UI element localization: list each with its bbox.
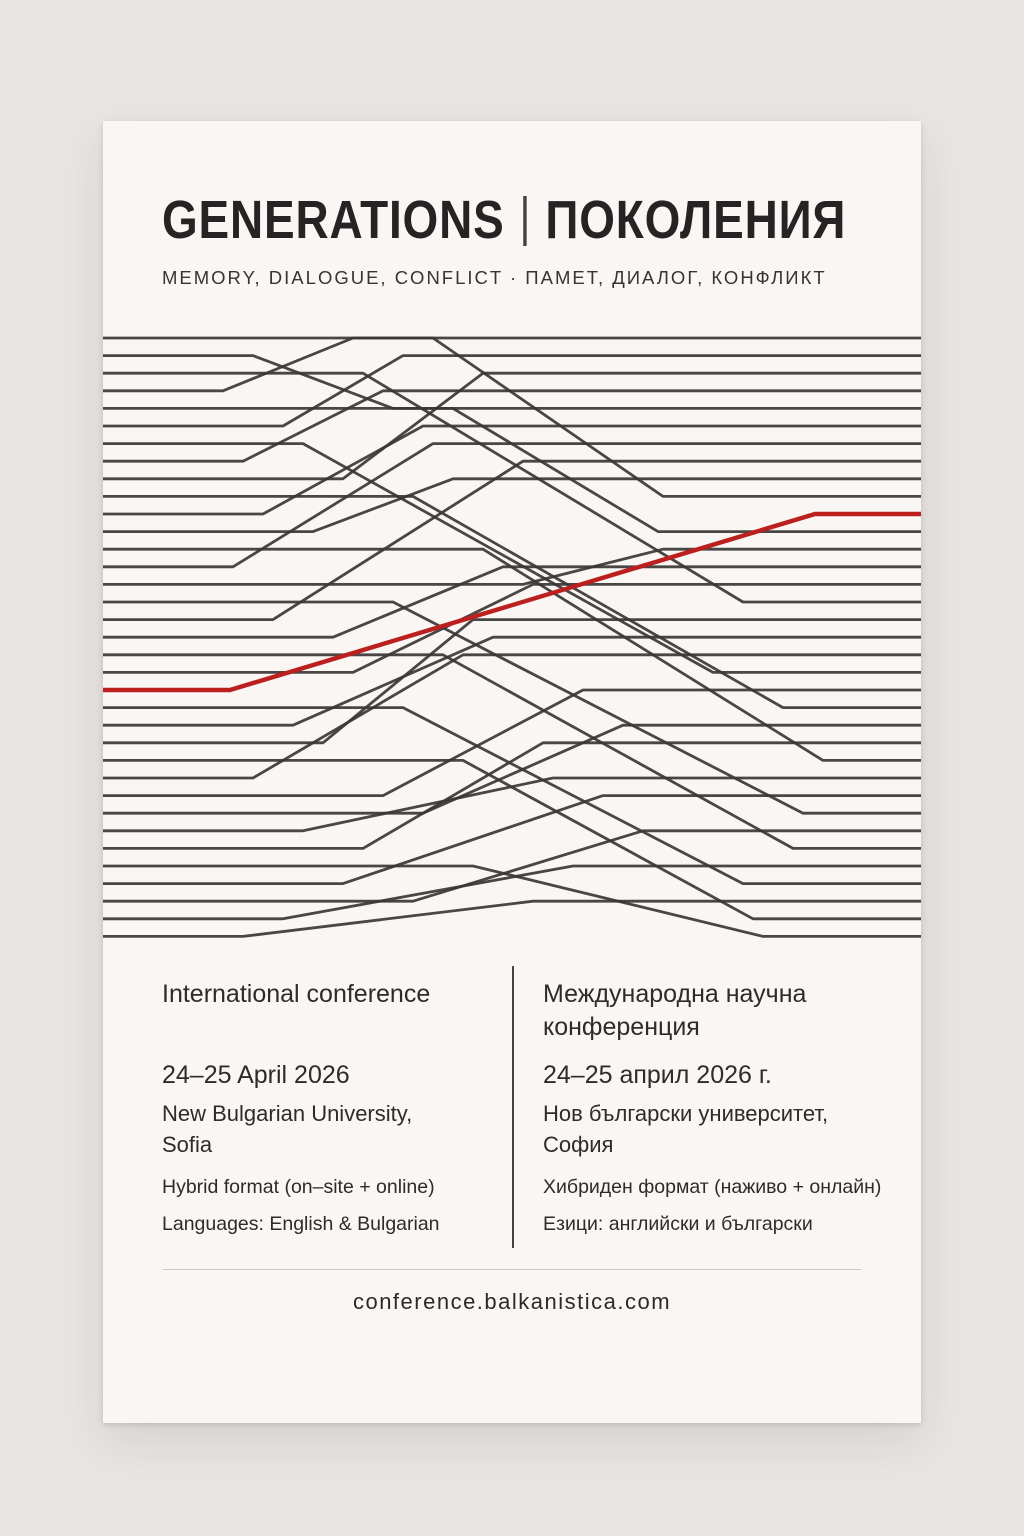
- weave-line: [103, 637, 921, 725]
- title-english: GENERATIONS: [162, 190, 505, 250]
- column-divider-line: [512, 966, 514, 1248]
- footer-rule: [163, 1269, 861, 1270]
- generations-line-weave-graphic: [103, 321, 921, 961]
- poster-card: [103, 121, 921, 1423]
- weave-line: [103, 338, 921, 496]
- conference-venue-bg: [543, 1098, 897, 1175]
- conference-languages-en: Languages: English & Bulgarian: [162, 1213, 440, 1235]
- conference-heading-en: International conference: [162, 980, 431, 1008]
- weave-line: [103, 426, 921, 514]
- weave-line: [103, 479, 921, 532]
- conference-format-en: Hybrid format (on–site + online): [162, 1176, 435, 1198]
- weave-line: [103, 778, 921, 831]
- venue-line2-bg: София: [543, 1132, 614, 1158]
- weave-line: [103, 584, 921, 672]
- weave-line: [103, 338, 921, 391]
- conference-dates-bg: 24–25 април 2026 г.: [543, 1061, 772, 1089]
- venue-line1-bg: Нов български университет,: [543, 1101, 829, 1126]
- info-column-bulgarian: [543, 978, 897, 1237]
- poster-title: [162, 190, 847, 250]
- weave-line: [103, 866, 921, 919]
- conference-heading-bg: Международна научна конференция: [543, 980, 807, 1041]
- title-divider-bar: [523, 196, 526, 246]
- info-column-english: [162, 978, 484, 1237]
- weave-line: [103, 760, 921, 918]
- weave-line: [103, 725, 921, 813]
- poster-subtitle: MEMORY, DIALOGUE, CONFLICT · ПАМЕТ, ДИАЛОГ, КОНФЛИКТ: [162, 267, 827, 289]
- weave-line: [103, 356, 921, 409]
- conference-format-bg: Хибриден формат (наживо + онлайн): [543, 1176, 882, 1198]
- conference-website-url: conference.balkanistica.com: [352, 1289, 672, 1314]
- weave-line: [103, 655, 921, 849]
- poster-header: [162, 191, 881, 289]
- conference-dates-en: 24–25 April 2026: [162, 1061, 350, 1089]
- conference-languages-bg: Езици: английски и български: [543, 1213, 813, 1235]
- title-bulgarian: ПОКОЛЕНИЯ: [545, 190, 847, 250]
- conference-venue-en: [162, 1098, 484, 1175]
- venue-line2-en: Sofia: [162, 1132, 213, 1158]
- venue-line1-en: New Bulgarian University,: [162, 1101, 413, 1126]
